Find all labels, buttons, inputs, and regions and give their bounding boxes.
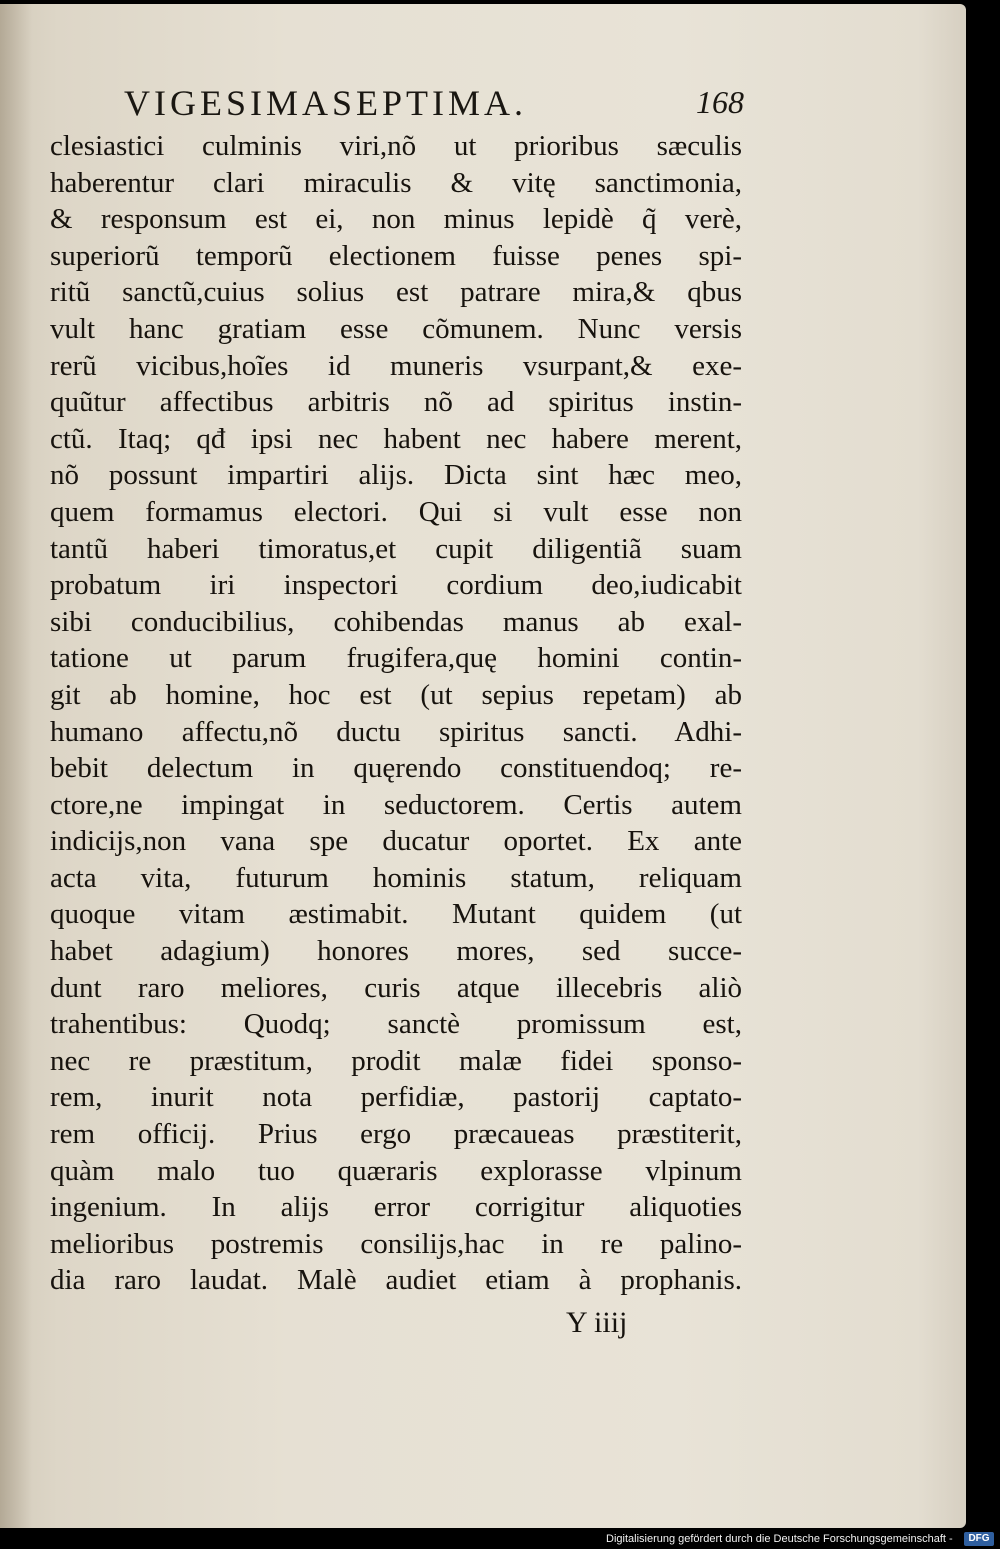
text-line: acta vita, futurum hominis statum, reliquam [50,861,742,894]
running-head [124,82,744,126]
text-line: nec re præstitum, prodit malæ fidei sponso- [50,1044,742,1077]
text-line: tantũ haberi timoratus,et cupit diligentiã suam [50,532,742,565]
text-line: superiorũ temporũ electionem fuisse penes spi- [50,239,742,272]
text-line: git ab homine, hoc est (ut sepius repetam) ab [50,678,742,711]
text-line: bebit delectum in quęrendo constituendoq; re- [50,752,742,785]
text-line: ritũ sanctũ,cuius solius est patrare mira,& qbus [50,276,742,309]
text-line: clesiastici culminis viri,nõ ut prioribus sæculis [50,130,742,162]
text-line: quem formamus electori. Qui si vult esse non [50,495,742,528]
text-line: ctore,ne impingat in seductorem. Certis autem [50,788,742,821]
text-line: habet adagium) honores mores, sed succe- [50,935,742,968]
text-line: quàm malo tuo quæraris explorasse vlpinum [50,1154,742,1187]
text-line: dunt raro meliores, curis atque illecebris aliò [50,971,742,1004]
text-line: humano affectu,nõ ductu spiritus sancti. Adhi- [50,715,742,748]
running-head-title: VIGESIMASEPTIMA. [124,83,528,123]
body-text [50,128,742,1299]
text-line: rem, inurit nota perfidiæ, pastorij captato- [50,1081,742,1114]
text-line: indicijs,non vana spe ducatur oportet. Ex ante [50,825,742,858]
text-line: sibi conducibilius, cohibendas manus ab exal- [50,605,742,638]
text-line: probatum iri inspectori cordium deo,iudicabit [50,569,742,602]
book-page [0,4,966,1528]
text-line: & responsum est ei, non minus lepidè q̃ verè, [50,203,742,236]
text-line: dia raro laudat. Malè audiet etiam à prophanis. [50,1264,742,1297]
signature-mark: Y iiij [566,1306,628,1339]
text-line: trahentibus: Quodq; sanctè promissum est, [50,1008,742,1041]
digitization-credit: Digitalisierung gefördert durch die Deutsche Forschungsgemeinschaft - [606,1533,953,1545]
page-number: 168 [696,84,744,120]
text-line: tatione ut parum frugifera,quę homini contin- [50,642,742,675]
text-line: haberentur clari miraculis & vitę sanctimonia, [50,166,742,199]
text-line: quoque vitam æstimabit. Mutant quidem (ut [50,898,742,931]
text-line: quũtur affectibus arbitris nõ ad spiritus instin- [50,386,742,419]
text-line: ingenium. In alijs error corrigitur aliquoties [50,1191,742,1224]
dfg-logo-icon: DFG [964,1532,994,1546]
text-line: rerũ vicibus,hoĩes id muneris vsurpant,& exe- [50,349,742,382]
text-line: ctũ. Itaq; qđ ipsi nec habent nec habere merent, [50,422,742,455]
text-line: melioribus postremis consilijs,hac in re palino- [50,1227,742,1260]
text-line: vult hanc gratiam esse cõmunem. Nunc versis [50,312,742,345]
text-line: nõ possunt impartiri alijs. Dicta sint hæc meo, [50,459,742,492]
text-line: rem officij. Prius ergo præcaueas præstiterit, [50,1118,742,1151]
